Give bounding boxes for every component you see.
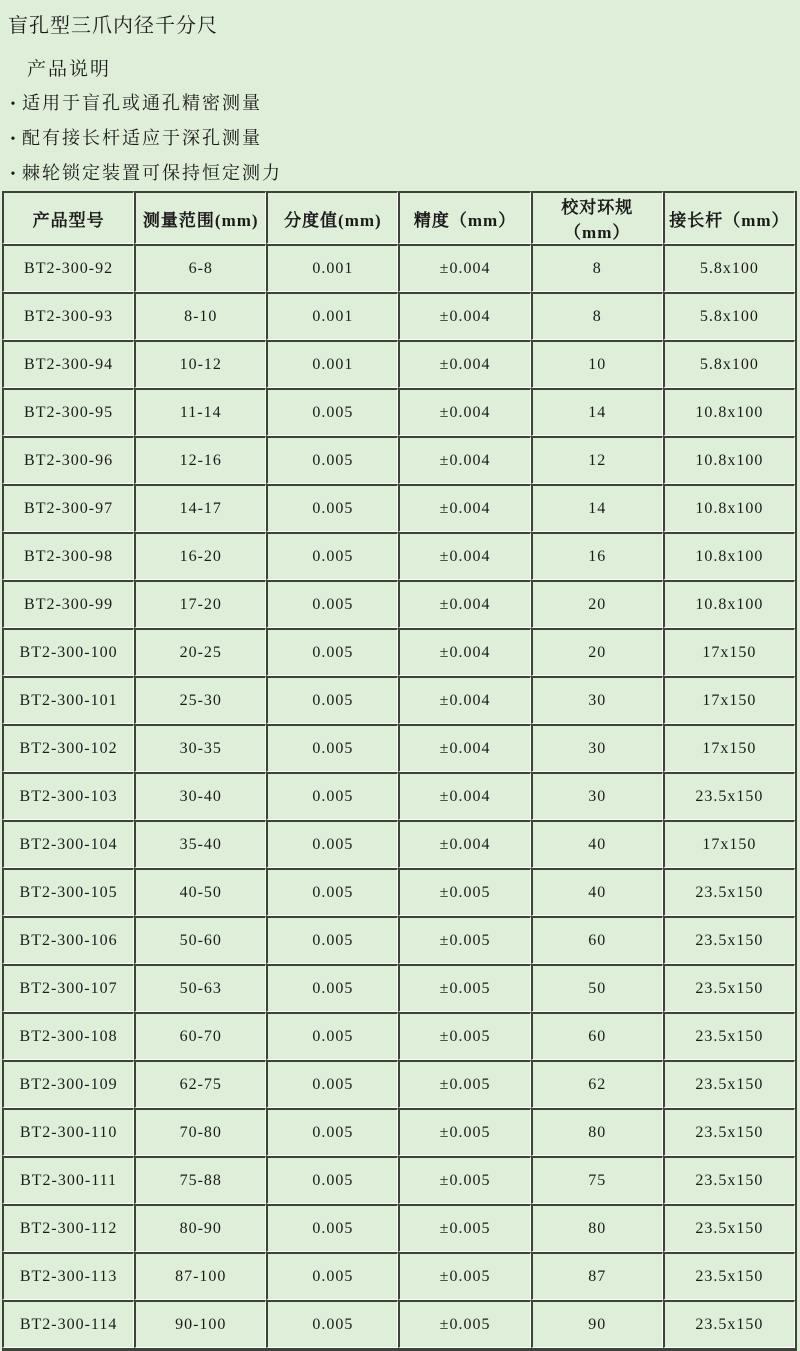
table-row xyxy=(2,1252,795,1300)
table-cell: 8 xyxy=(531,292,663,340)
feature-text: 棘轮锁定装置可保持恒定测力 xyxy=(22,163,282,183)
table-row xyxy=(2,340,795,388)
table-cell: 8-10 xyxy=(134,292,266,340)
table-cell: 40 xyxy=(531,868,663,916)
table-cell: 62 xyxy=(531,1060,663,1108)
table-cell: 5.8x100 xyxy=(663,340,795,388)
feature-item xyxy=(6,127,800,151)
table-cell: 17x150 xyxy=(663,628,795,676)
table-cell: BT2-300-109 xyxy=(2,1060,134,1108)
table-cell: 50 xyxy=(531,964,663,1012)
table-cell: BT2-300-97 xyxy=(2,484,134,532)
table-cell: 0.005 xyxy=(266,676,398,724)
table-row xyxy=(2,1156,795,1204)
table-cell: BT2-300-105 xyxy=(2,868,134,916)
table-cell: 5.8x100 xyxy=(663,292,795,340)
table-cell: ±0.004 xyxy=(398,676,530,724)
table-cell: 90-100 xyxy=(134,1300,266,1348)
table-row xyxy=(2,772,795,820)
table-cell: BT2-300-93 xyxy=(2,292,134,340)
table-cell: 0.005 xyxy=(266,916,398,964)
table-cell: ±0.004 xyxy=(398,292,530,340)
bullet-icon: • xyxy=(10,132,18,147)
table-cell: BT2-300-103 xyxy=(2,772,134,820)
table-cell: 40 xyxy=(531,820,663,868)
table-cell: 17x150 xyxy=(663,820,795,868)
table-cell: 20-25 xyxy=(134,628,266,676)
table-cell: BT2-300-113 xyxy=(2,1252,134,1300)
table-row xyxy=(2,532,795,580)
header-row xyxy=(2,191,795,244)
table-cell: 35-40 xyxy=(134,820,266,868)
column-header: 分度值(mm) xyxy=(266,191,398,244)
table-cell: 0.001 xyxy=(266,244,398,292)
spec-table xyxy=(2,191,797,1351)
table-cell: 20 xyxy=(531,628,663,676)
table-cell: ±0.005 xyxy=(398,1252,530,1300)
table-cell: 10.8x100 xyxy=(663,580,795,628)
table-cell: 17-20 xyxy=(134,580,266,628)
table-cell: 87 xyxy=(531,1252,663,1300)
table-cell: 17x150 xyxy=(663,676,795,724)
product-description-heading: 产品说明 xyxy=(27,59,112,80)
table-cell: BT2-300-101 xyxy=(2,676,134,724)
table-row xyxy=(2,1300,795,1348)
table-cell: 11-14 xyxy=(134,388,266,436)
table-cell: ±0.005 xyxy=(398,916,530,964)
table-cell: 0.005 xyxy=(266,1300,398,1348)
table-cell: 0.005 xyxy=(266,1108,398,1156)
table-cell: ±0.005 xyxy=(398,1108,530,1156)
table-cell: ±0.005 xyxy=(398,964,530,1012)
table-row xyxy=(2,724,795,772)
table-cell: 23.5x150 xyxy=(663,1012,795,1060)
table-cell: 23.5x150 xyxy=(663,1300,795,1348)
table-row xyxy=(2,292,795,340)
table-cell: BT2-300-108 xyxy=(2,1012,134,1060)
table-cell: 60-70 xyxy=(134,1012,266,1060)
feature-item xyxy=(6,92,800,116)
table-cell: BT2-300-96 xyxy=(2,436,134,484)
table-cell: 60 xyxy=(531,916,663,964)
table-cell: ±0.005 xyxy=(398,1156,530,1204)
table-cell: 23.5x150 xyxy=(663,964,795,1012)
table-cell: 10 xyxy=(531,340,663,388)
table-row xyxy=(2,1204,795,1252)
table-cell: ±0.004 xyxy=(398,532,530,580)
table-row xyxy=(2,484,795,532)
table-cell: 23.5x150 xyxy=(663,1204,795,1252)
table-cell: 62-75 xyxy=(134,1060,266,1108)
table-cell: 23.5x150 xyxy=(663,1156,795,1204)
table-row xyxy=(2,388,795,436)
feature-text: 配有接长杆适应于深孔测量 xyxy=(22,128,262,148)
table-cell: 60 xyxy=(531,1012,663,1060)
table-cell: 12 xyxy=(531,436,663,484)
table-row xyxy=(2,436,795,484)
table-cell: 14 xyxy=(531,388,663,436)
table-row xyxy=(2,964,795,1012)
table-cell: 0.005 xyxy=(266,772,398,820)
table-cell: 8 xyxy=(531,244,663,292)
table-cell: 0.005 xyxy=(266,1012,398,1060)
table-cell: 0.005 xyxy=(266,484,398,532)
table-cell: 0.005 xyxy=(266,1156,398,1204)
feature-list xyxy=(0,92,800,186)
table-cell: ±0.005 xyxy=(398,1204,530,1252)
feature-text: 适用于盲孔或通孔精密测量 xyxy=(22,93,262,113)
table-cell: 0.005 xyxy=(266,1252,398,1300)
table-cell: 0.005 xyxy=(266,388,398,436)
table-cell: BT2-300-99 xyxy=(2,580,134,628)
page-title: 盲孔型三爪内径千分尺 xyxy=(8,15,218,37)
table-cell: 90 xyxy=(531,1300,663,1348)
table-row xyxy=(2,1060,795,1108)
table-cell: ±0.005 xyxy=(398,1060,530,1108)
table-cell: ±0.004 xyxy=(398,340,530,388)
table-cell: 10.8x100 xyxy=(663,532,795,580)
table-row xyxy=(2,244,795,292)
table-cell: 14-17 xyxy=(134,484,266,532)
table-cell: 0.005 xyxy=(266,1060,398,1108)
table-cell: 0.005 xyxy=(266,820,398,868)
column-header: 接长杆（mm） xyxy=(663,191,795,244)
table-cell: ±0.004 xyxy=(398,484,530,532)
table-cell: 23.5x150 xyxy=(663,772,795,820)
bullet-icon: • xyxy=(10,167,18,182)
table-cell: ±0.005 xyxy=(398,1012,530,1060)
table-row xyxy=(2,1012,795,1060)
table-row xyxy=(2,580,795,628)
table-cell: ±0.004 xyxy=(398,436,530,484)
table-row xyxy=(2,916,795,964)
table-cell: 0.005 xyxy=(266,868,398,916)
table-row xyxy=(2,868,795,916)
table-row xyxy=(2,628,795,676)
column-header: 产品型号 xyxy=(2,191,134,244)
table-cell: 0.001 xyxy=(266,340,398,388)
table-row xyxy=(2,676,795,724)
table-cell: BT2-300-111 xyxy=(2,1156,134,1204)
table-cell: BT2-300-102 xyxy=(2,724,134,772)
table-cell: BT2-300-114 xyxy=(2,1300,134,1348)
table-cell: 80 xyxy=(531,1204,663,1252)
table-cell: BT2-300-110 xyxy=(2,1108,134,1156)
table-cell: 0.005 xyxy=(266,964,398,1012)
table-cell: BT2-300-98 xyxy=(2,532,134,580)
table-cell: 0.005 xyxy=(266,436,398,484)
spec-table-body xyxy=(2,244,795,1348)
table-cell: 25-30 xyxy=(134,676,266,724)
table-cell: 6-8 xyxy=(134,244,266,292)
table-cell: ±0.004 xyxy=(398,628,530,676)
column-header: 校对环规（mm） xyxy=(531,191,663,244)
table-cell: 17x150 xyxy=(663,724,795,772)
table-cell: 23.5x150 xyxy=(663,1060,795,1108)
table-cell: 0.001 xyxy=(266,292,398,340)
table-cell: ±0.004 xyxy=(398,724,530,772)
table-cell: 23.5x150 xyxy=(663,1252,795,1300)
table-cell: ±0.004 xyxy=(398,388,530,436)
table-cell: BT2-300-100 xyxy=(2,628,134,676)
table-cell: BT2-300-104 xyxy=(2,820,134,868)
table-cell: ±0.004 xyxy=(398,820,530,868)
table-cell: 70-80 xyxy=(134,1108,266,1156)
table-cell: 30 xyxy=(531,724,663,772)
table-cell: 87-100 xyxy=(134,1252,266,1300)
table-cell: ±0.004 xyxy=(398,772,530,820)
table-cell: 0.005 xyxy=(266,580,398,628)
table-cell: 5.8x100 xyxy=(663,244,795,292)
table-cell: BT2-300-107 xyxy=(2,964,134,1012)
table-cell: BT2-300-94 xyxy=(2,340,134,388)
bullet-icon: • xyxy=(10,97,18,112)
table-cell: 23.5x150 xyxy=(663,1108,795,1156)
table-cell: ±0.005 xyxy=(398,868,530,916)
table-cell: 80 xyxy=(531,1108,663,1156)
table-cell: 10.8x100 xyxy=(663,484,795,532)
spec-table-head xyxy=(2,191,795,244)
table-cell: 75-88 xyxy=(134,1156,266,1204)
table-cell: 0.005 xyxy=(266,1204,398,1252)
table-cell: 30 xyxy=(531,676,663,724)
table-cell: 10.8x100 xyxy=(663,388,795,436)
table-cell: 0.005 xyxy=(266,532,398,580)
table-cell: 10-12 xyxy=(134,340,266,388)
table-cell: BT2-300-95 xyxy=(2,388,134,436)
table-cell: 75 xyxy=(531,1156,663,1204)
table-cell: 20 xyxy=(531,580,663,628)
table-cell: ±0.004 xyxy=(398,580,530,628)
table-cell: 50-60 xyxy=(134,916,266,964)
table-cell: BT2-300-106 xyxy=(2,916,134,964)
table-cell: ±0.004 xyxy=(398,244,530,292)
table-row xyxy=(2,820,795,868)
table-cell: 30-40 xyxy=(134,772,266,820)
table-cell: ±0.005 xyxy=(398,1300,530,1348)
table-cell: 23.5x150 xyxy=(663,916,795,964)
table-cell: 30 xyxy=(531,772,663,820)
table-cell: 10.8x100 xyxy=(663,436,795,484)
table-row xyxy=(2,1108,795,1156)
table-cell: 12-16 xyxy=(134,436,266,484)
table-cell: 30-35 xyxy=(134,724,266,772)
table-cell: 50-63 xyxy=(134,964,266,1012)
column-header: 测量范围(mm) xyxy=(134,191,266,244)
column-header: 精度（mm） xyxy=(398,191,530,244)
table-cell: 0.005 xyxy=(266,724,398,772)
table-cell: 80-90 xyxy=(134,1204,266,1252)
table-cell: BT2-300-92 xyxy=(2,244,134,292)
table-cell: BT2-300-112 xyxy=(2,1204,134,1252)
table-cell: 16-20 xyxy=(134,532,266,580)
table-cell: 0.005 xyxy=(266,628,398,676)
table-cell: 23.5x150 xyxy=(663,868,795,916)
table-cell: 40-50 xyxy=(134,868,266,916)
feature-item xyxy=(6,162,800,186)
table-cell: 14 xyxy=(531,484,663,532)
table-cell: 16 xyxy=(531,532,663,580)
